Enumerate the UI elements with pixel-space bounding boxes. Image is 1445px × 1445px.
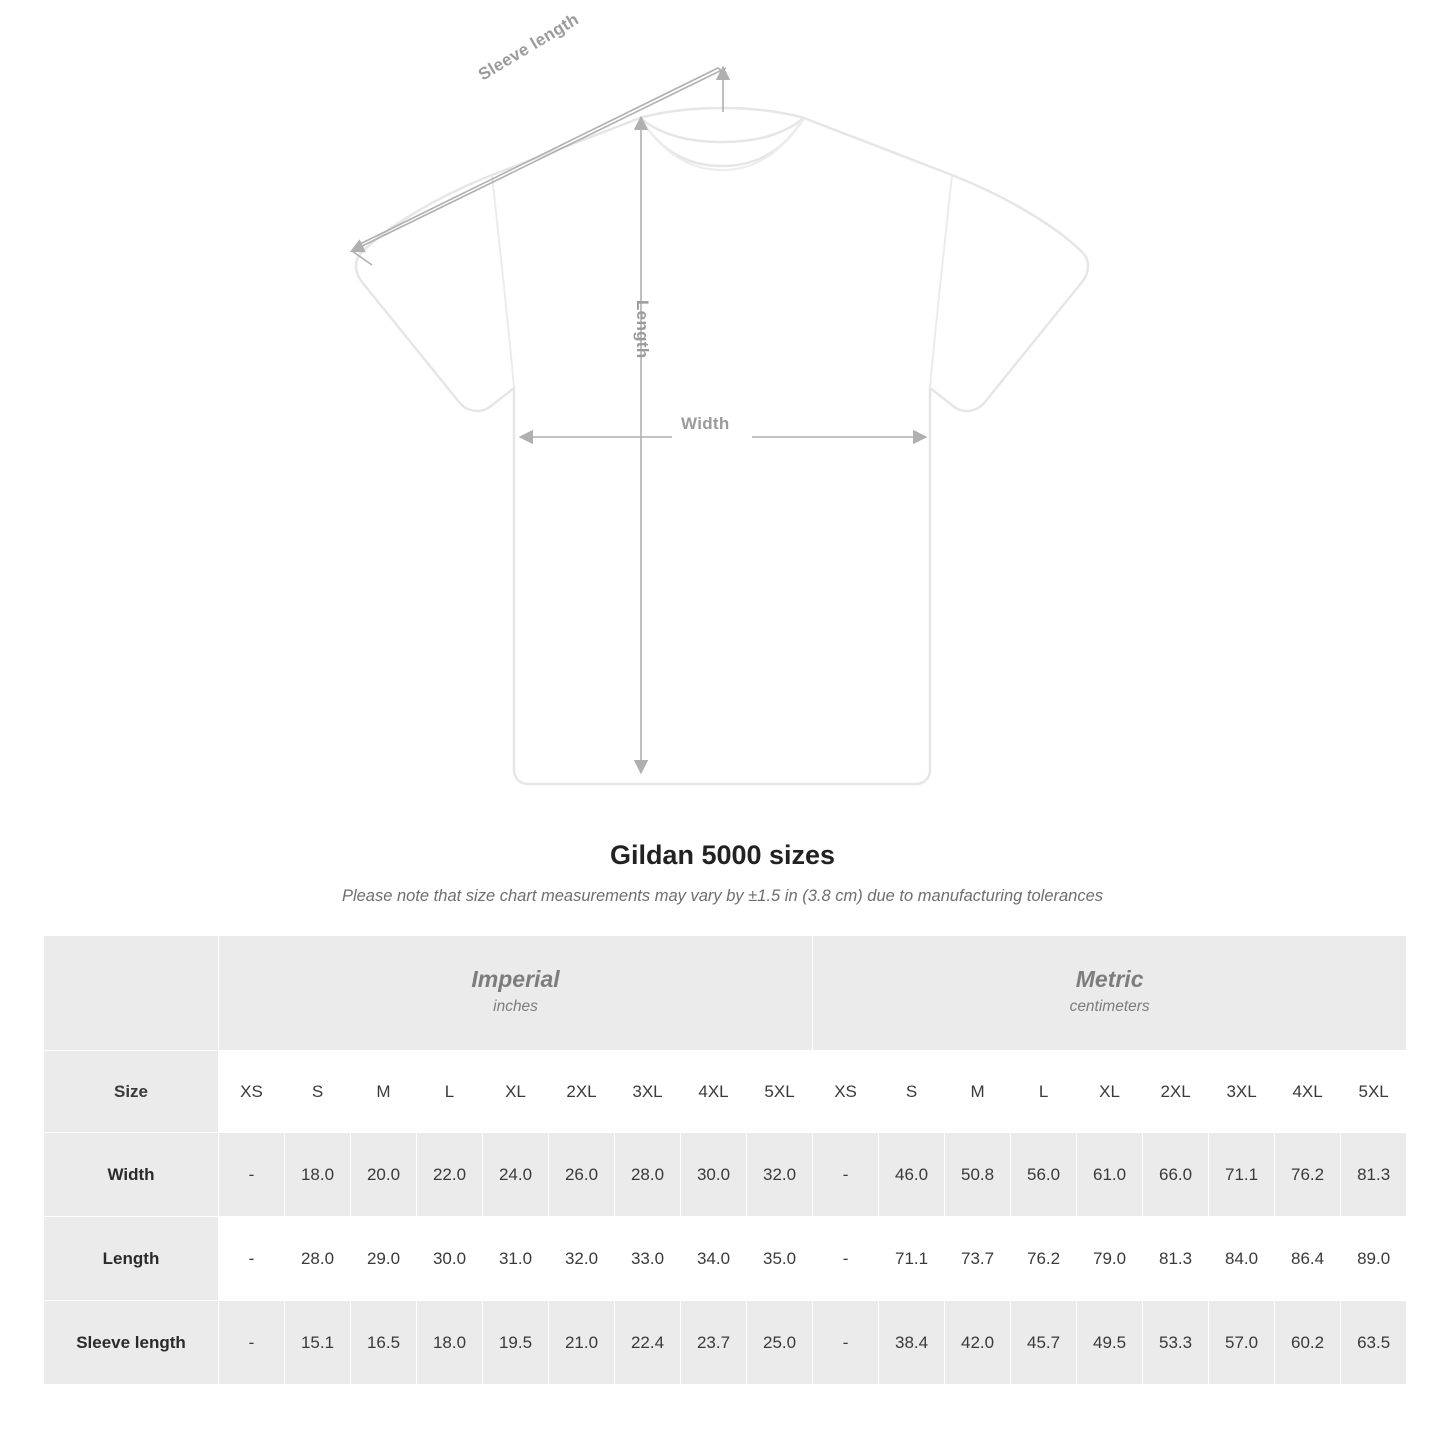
cell-width-xl-metric: 61.0: [1077, 1133, 1143, 1217]
cell-sleeve-s-imperial: 15.1: [285, 1301, 351, 1385]
page-title: Gildan 5000 sizes: [609, 840, 836, 870]
column-header-m-imperial: M: [351, 1051, 417, 1133]
cell-sleeve-4xl-metric: 60.2: [1275, 1301, 1341, 1385]
cell-length-s-metric: 71.1: [879, 1217, 945, 1301]
cell-width-4xl-imperial: 30.0: [681, 1133, 747, 1217]
cell-sleeve-l-imperial: 18.0: [417, 1301, 483, 1385]
cell-width-2xl-metric: 66.0: [1143, 1133, 1209, 1217]
cell-width-l-metric: 56.0: [1011, 1133, 1077, 1217]
cell-width-3xl-imperial: 28.0: [615, 1133, 681, 1217]
cell-length-2xl-metric: 81.3: [1143, 1217, 1209, 1301]
cell-length-2xl-imperial: 32.0: [549, 1217, 615, 1301]
sleeve-length-dimension-label: Sleeve length: [475, 9, 583, 85]
table-row-width: [44, 1133, 1407, 1217]
cell-sleeve-l-metric: 45.7: [1011, 1301, 1077, 1385]
unit-sub-imperial: inches: [493, 998, 538, 1016]
column-header-xs-imperial: XS: [219, 1051, 285, 1133]
cell-length-4xl-imperial: 34.0: [681, 1217, 747, 1301]
cell-sleeve-xl-metric: 49.5: [1077, 1301, 1143, 1385]
row-label-length: Length: [44, 1217, 219, 1301]
cell-width-xs-imperial: -: [219, 1133, 285, 1217]
cell-sleeve-s-metric: 38.4: [879, 1301, 945, 1385]
cell-width-m-metric: 50.8: [945, 1133, 1011, 1217]
width-dimension-label: Width: [681, 414, 730, 433]
length-dimension-label: Length: [633, 300, 652, 359]
cell-length-m-imperial: 29.0: [351, 1217, 417, 1301]
size-chart-table-wrapper: [43, 935, 1402, 1385]
cell-width-xs-metric: -: [813, 1133, 879, 1217]
cell-length-3xl-metric: 84.0: [1209, 1217, 1275, 1301]
cell-width-l-imperial: 22.0: [417, 1133, 483, 1217]
cell-width-5xl-imperial: 32.0: [747, 1133, 813, 1217]
cell-length-xs-imperial: -: [219, 1217, 285, 1301]
size-header-row: [44, 1051, 1407, 1133]
cell-sleeve-5xl-metric: 63.5: [1341, 1301, 1407, 1385]
column-header-2xl-imperial: 2XL: [549, 1051, 615, 1133]
cell-sleeve-xs-imperial: -: [219, 1301, 285, 1385]
cell-length-xs-metric: -: [813, 1217, 879, 1301]
cell-sleeve-5xl-imperial: 25.0: [747, 1301, 813, 1385]
unit-header-metric: [813, 936, 1407, 1051]
column-header-l-imperial: L: [417, 1051, 483, 1133]
cell-sleeve-3xl-imperial: 22.4: [615, 1301, 681, 1385]
unit-name-metric: Metric: [1075, 966, 1144, 993]
cell-width-xl-imperial: 24.0: [483, 1133, 549, 1217]
unit-header-row: [44, 936, 1407, 1051]
column-header-s-metric: S: [879, 1051, 945, 1133]
cell-length-5xl-metric: 89.0: [1341, 1217, 1407, 1301]
column-header-s-imperial: S: [285, 1051, 351, 1133]
cell-sleeve-2xl-imperial: 21.0: [549, 1301, 615, 1385]
cell-sleeve-xs-metric: -: [813, 1301, 879, 1385]
cell-length-l-metric: 76.2: [1011, 1217, 1077, 1301]
cell-sleeve-xl-imperial: 19.5: [483, 1301, 549, 1385]
cell-width-3xl-metric: 71.1: [1209, 1133, 1275, 1217]
column-header-l-metric: L: [1011, 1051, 1077, 1133]
cell-sleeve-m-metric: 42.0: [945, 1301, 1011, 1385]
size-chart-table: [43, 935, 1407, 1385]
tolerance-note: Please note that size chart measurements may vary by ±1.5 in (3.8 cm) due to manufacturing tolerances: [341, 887, 1104, 905]
cell-length-4xl-metric: 86.4: [1275, 1217, 1341, 1301]
column-header-4xl-metric: 4XL: [1275, 1051, 1341, 1133]
cell-length-xl-metric: 79.0: [1077, 1217, 1143, 1301]
column-header-4xl-imperial: 4XL: [681, 1051, 747, 1133]
unit-header-spacer: [44, 936, 219, 1051]
cell-width-4xl-metric: 76.2: [1275, 1133, 1341, 1217]
cell-sleeve-3xl-metric: 57.0: [1209, 1301, 1275, 1385]
cell-length-l-imperial: 30.0: [417, 1217, 483, 1301]
row-label-sleeve-length: Sleeve length: [44, 1301, 219, 1385]
row-label-width: Width: [44, 1133, 219, 1217]
title-block: [0, 840, 1445, 906]
cell-length-m-metric: 73.7: [945, 1217, 1011, 1301]
table-row-sleeve-length: [44, 1301, 1407, 1385]
cell-width-s-imperial: 18.0: [285, 1133, 351, 1217]
cell-length-3xl-imperial: 33.0: [615, 1217, 681, 1301]
column-header-5xl-imperial: 5XL: [747, 1051, 813, 1133]
unit-name-imperial: Imperial: [471, 966, 560, 993]
table-row-length: [44, 1217, 1407, 1301]
column-header-xl-imperial: XL: [483, 1051, 549, 1133]
cell-width-s-metric: 46.0: [879, 1133, 945, 1217]
column-header-2xl-metric: 2XL: [1143, 1051, 1209, 1133]
cell-width-5xl-metric: 81.3: [1341, 1133, 1407, 1217]
cell-width-2xl-imperial: 26.0: [549, 1133, 615, 1217]
cell-width-m-imperial: 20.0: [351, 1133, 417, 1217]
unit-header-imperial: [219, 936, 813, 1051]
column-header-m-metric: M: [945, 1051, 1011, 1133]
column-header-xl-metric: XL: [1077, 1051, 1143, 1133]
column-header-xs-metric: XS: [813, 1051, 879, 1133]
unit-sub-metric: centimeters: [1069, 998, 1150, 1016]
column-header-3xl-imperial: 3XL: [615, 1051, 681, 1133]
column-header-3xl-metric: 3XL: [1209, 1051, 1275, 1133]
cell-length-s-imperial: 28.0: [285, 1217, 351, 1301]
column-header-5xl-metric: 5XL: [1341, 1051, 1407, 1133]
cell-sleeve-m-imperial: 16.5: [351, 1301, 417, 1385]
column-header-size: Size: [44, 1051, 219, 1133]
cell-length-5xl-imperial: 35.0: [747, 1217, 813, 1301]
cell-length-xl-imperial: 31.0: [483, 1217, 549, 1301]
cell-sleeve-2xl-metric: 53.3: [1143, 1301, 1209, 1385]
cell-sleeve-4xl-imperial: 23.7: [681, 1301, 747, 1385]
